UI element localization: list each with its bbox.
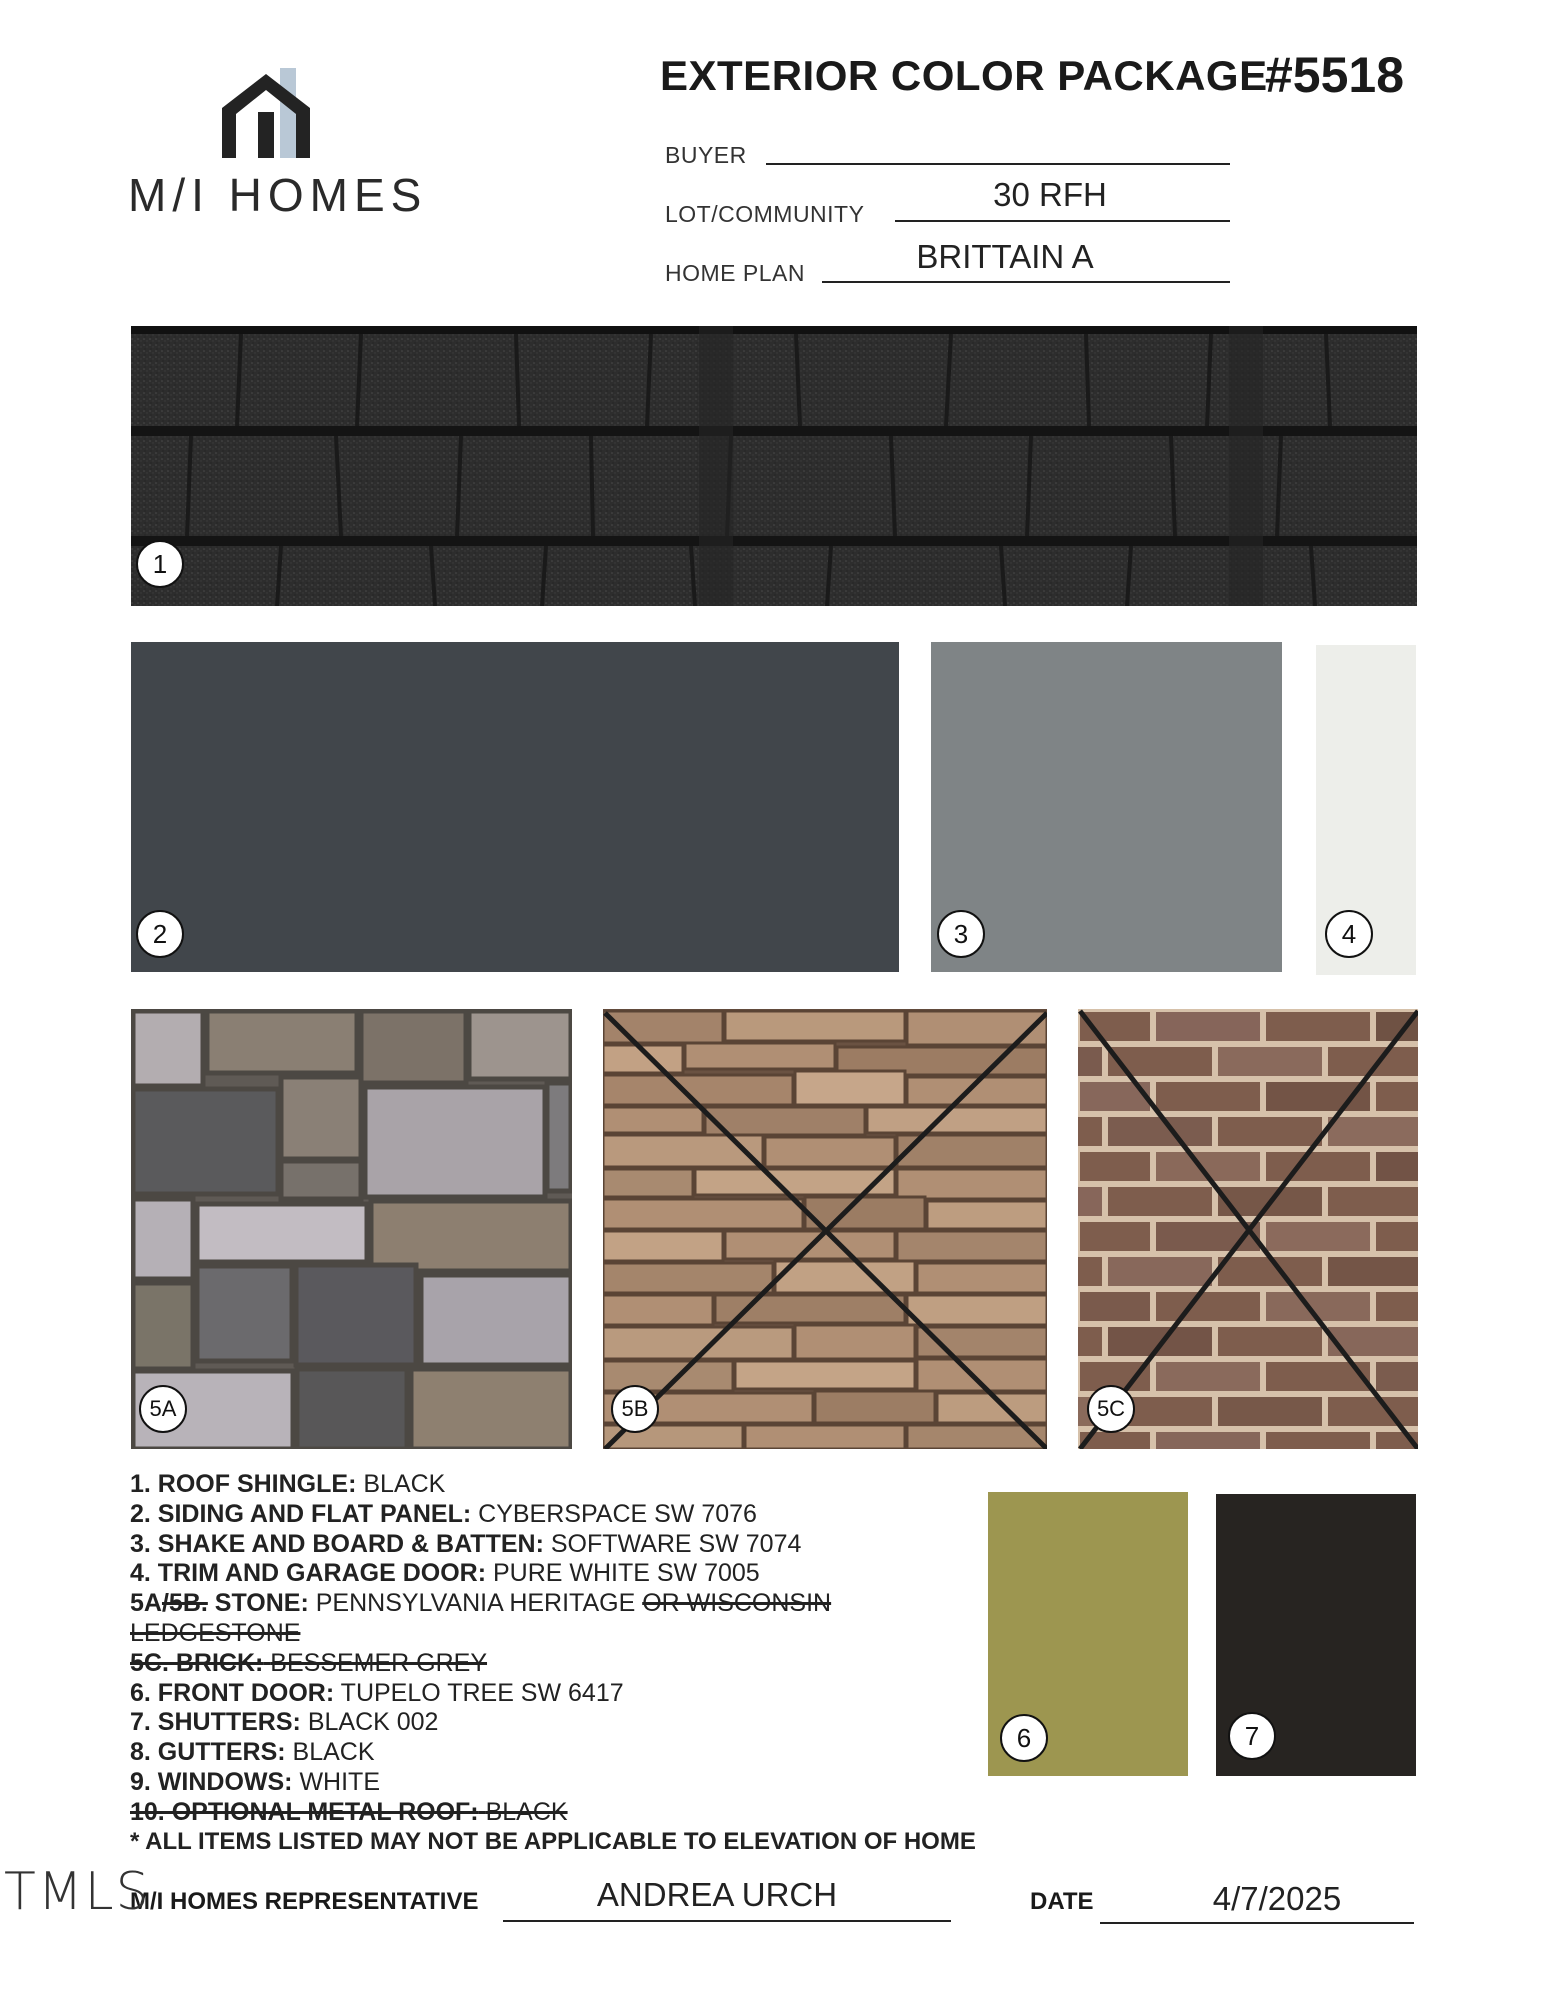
representative-label: M/I HOMES REPRESENTATIVE [130, 1888, 479, 1915]
representative-value: ANDREA URCH [596, 1876, 838, 1913]
legend-item: 6. FRONT DOOR: TUPELO TREE SW 6417 [130, 1678, 624, 1707]
brick-5c-swatch [1078, 1009, 1418, 1449]
swatch-badge-5c: 5C [1087, 1385, 1135, 1433]
swatch-badge-1: 1 [136, 540, 184, 588]
swatch-badge-7: 7 [1228, 1712, 1276, 1760]
trim-swatch [1316, 645, 1416, 975]
stone-texture-icon [131, 1009, 572, 1449]
legend-item: 2. SIDING AND FLAT PANEL: CYBERSPACE SW 7076 [130, 1499, 757, 1528]
lot-community-value: 30 RFH [993, 176, 1107, 213]
legend-item: 7. SHUTTERS: BLACK 002 [130, 1708, 439, 1737]
brick-texture-icon [1078, 1009, 1418, 1449]
date-value: 4/7/2025 [1212, 1880, 1342, 1917]
stone-5a-swatch [131, 1009, 572, 1449]
ledgestone-texture-icon [603, 1009, 1047, 1449]
logo-wordmark: M/I HOMES [128, 169, 428, 221]
swatch-badge-5b: 5B [611, 1385, 659, 1433]
home-plan-label: HOME PLAN [665, 260, 805, 286]
buyer-label: BUYER [665, 142, 747, 168]
legend-item: 1. ROOF SHINGLE: BLACK [130, 1470, 446, 1498]
home-plan-line [822, 281, 1230, 283]
package-number: #5518 [1265, 47, 1405, 103]
buyer-line [766, 163, 1230, 165]
date-label: DATE [1030, 1888, 1094, 1915]
shutters-swatch [1216, 1494, 1416, 1776]
legend-item: 4. TRIM AND GARAGE DOOR: PURE WHITE SW 7005 [130, 1559, 760, 1588]
roof-shingle-swatch [131, 326, 1417, 606]
swatch-badge-4: 4 [1325, 910, 1373, 958]
legend-item-stone: 5A/5B. STONE: PENNSYLVANIA HERITAGE OR WISCONSIN [130, 1589, 832, 1618]
representative-line [503, 1920, 951, 1922]
swatch-badge-5a: 5A [139, 1385, 187, 1433]
color-legend [130, 1470, 1010, 1828]
swatch-badge-6: 6 [1000, 1714, 1048, 1762]
lot-community-label: LOT/COMMUNITY [665, 201, 865, 227]
legend-item: 8. GUTTERS: BLACK [130, 1738, 375, 1767]
legend-item: 9. WINDOWS: WHITE [130, 1767, 380, 1796]
disclaimer-text: * ALL ITEMS LISTED MAY NOT BE APPLICABLE TO ELEVATION OF HOME [130, 1828, 976, 1855]
shake-color-fill [931, 642, 1282, 972]
siding-color-fill [131, 642, 899, 972]
tmls-watermark: TMLS [4, 1862, 151, 1922]
legend-item-brick: 5C. BRICK: BESSEMER GREY [130, 1648, 488, 1677]
siding-swatch [131, 642, 899, 972]
front-door-swatch [988, 1492, 1188, 1776]
legend-item-metal-roof: 10. OPTIONAL METAL ROOF: BLACK [130, 1797, 568, 1826]
page-title: EXTERIOR COLOR PACKAGE [660, 52, 1268, 99]
mi-homes-logo-icon [222, 68, 330, 158]
swatch-badge-2: 2 [136, 910, 184, 958]
legend-item-stone-cont: LEDGESTONE [130, 1618, 301, 1647]
date-line [1100, 1922, 1414, 1924]
shingle-texture-icon [131, 326, 1417, 606]
swatch-badge-3: 3 [937, 910, 985, 958]
lot-community-line [895, 220, 1230, 222]
home-plan-value: BRITTAIN A [916, 238, 1094, 275]
shake-swatch [931, 642, 1282, 972]
stone-5b-swatch [603, 1009, 1047, 1449]
legend-item: 3. SHAKE AND BOARD & BATTEN: SOFTWARE SW 7074 [130, 1529, 802, 1558]
